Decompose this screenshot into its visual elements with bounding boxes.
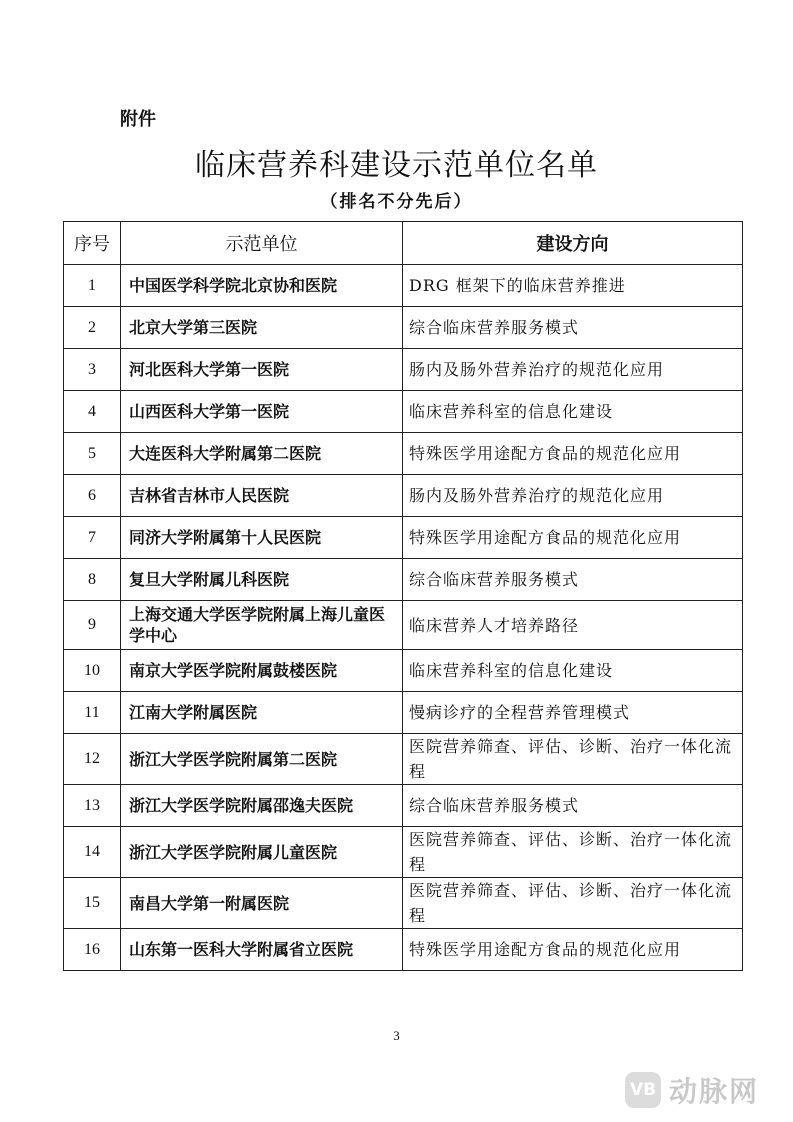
table-row (64, 601, 743, 650)
row-direction: 临床营养科室的信息化建设 (403, 391, 743, 433)
table-row (64, 475, 743, 517)
row-unit: 浙江大学医学院附属儿童医院 (121, 827, 403, 878)
row-index: 6 (64, 475, 121, 517)
row-index: 15 (64, 878, 121, 929)
table-row (64, 734, 743, 785)
row-direction: 特殊医学用途配方食品的规范化应用 (403, 929, 743, 971)
table-row (64, 827, 743, 878)
row-unit: 浙江大学医学院附属第二医院 (121, 734, 403, 785)
row-direction: 临床营养人才培养路径 (403, 601, 743, 650)
row-index: 2 (64, 307, 121, 349)
table-row (64, 692, 743, 734)
row-index: 1 (64, 265, 121, 307)
table-row (64, 391, 743, 433)
row-direction: 慢病诊疗的全程营养管理模式 (403, 692, 743, 734)
row-unit: 浙江大学医学院附属邵逸夫医院 (121, 785, 403, 827)
row-unit: 北京大学第三医院 (121, 307, 403, 349)
demo-units-table (63, 221, 743, 971)
table-row (64, 785, 743, 827)
row-index: 16 (64, 929, 121, 971)
row-index: 10 (64, 650, 121, 692)
document-title: 临床营养科建设示范单位名单 (195, 148, 598, 183)
table-row (64, 265, 743, 307)
header-unit: 示范单位 (121, 222, 403, 265)
row-direction: 综合临床营养服务模式 (403, 307, 743, 349)
row-direction: 临床营养科室的信息化建设 (403, 650, 743, 692)
table-row (64, 878, 743, 929)
table-row (64, 929, 743, 971)
attachment-label: 附件 (120, 109, 156, 130)
row-direction: 医院营养筛查、评估、诊断、治疗一体化流程 (403, 878, 743, 929)
watermark-brand: 动脉网 (669, 1075, 760, 1108)
row-index: 4 (64, 391, 121, 433)
row-direction: 综合临床营养服务模式 (403, 785, 743, 827)
row-index: 13 (64, 785, 121, 827)
row-index: 9 (64, 601, 121, 650)
row-index: 11 (64, 692, 121, 734)
header-index: 序号 (64, 222, 121, 265)
document-subtitle: （排名不分先后） (320, 192, 473, 212)
table-row (64, 433, 743, 475)
row-direction: 肠内及肠外营养治疗的规范化应用 (403, 475, 743, 517)
row-unit: 山东第一医科大学附属省立医院 (121, 929, 403, 971)
row-index: 7 (64, 517, 121, 559)
vb-logo-icon: VB (625, 1072, 661, 1108)
row-unit: 上海交通大学医学院附属上海儿童医学中心 (121, 601, 403, 650)
row-unit: 中国医学科学院北京协和医院 (121, 265, 403, 307)
row-unit: 南京大学医学院附属鼓楼医院 (121, 650, 403, 692)
page-number: 3 (393, 1028, 400, 1043)
table-row (64, 559, 743, 601)
row-unit: 江南大学附属医院 (121, 692, 403, 734)
row-direction: 综合临床营养服务模式 (403, 559, 743, 601)
row-direction: 特殊医学用途配方食品的规范化应用 (403, 433, 743, 475)
row-direction: 肠内及肠外营养治疗的规范化应用 (403, 349, 743, 391)
row-unit: 复旦大学附属儿科医院 (121, 559, 403, 601)
row-unit: 山西医科大学第一医院 (121, 391, 403, 433)
row-direction: 医院营养筛查、评估、诊断、治疗一体化流程 (403, 734, 743, 785)
row-direction: 特殊医学用途配方食品的规范化应用 (403, 517, 743, 559)
table-row (64, 307, 743, 349)
watermark (625, 1070, 759, 1110)
table-row (64, 517, 743, 559)
row-index: 14 (64, 827, 121, 878)
row-index: 12 (64, 734, 121, 785)
row-unit: 河北医科大学第一医院 (121, 349, 403, 391)
row-index: 5 (64, 433, 121, 475)
table-row (64, 349, 743, 391)
row-unit: 吉林省吉林市人民医院 (121, 475, 403, 517)
table-header-row (64, 222, 743, 265)
row-direction: DRG 框架下的临床营养推进 (403, 265, 743, 307)
row-unit: 同济大学附属第十人民医院 (121, 517, 403, 559)
table-row (64, 650, 743, 692)
row-direction: 医院营养筛查、评估、诊断、治疗一体化流程 (403, 827, 743, 878)
header-direction: 建设方向 (403, 222, 743, 265)
row-index: 3 (64, 349, 121, 391)
row-index: 8 (64, 559, 121, 601)
row-unit: 南昌大学第一附属医院 (121, 878, 403, 929)
row-unit: 大连医科大学附属第二医院 (121, 433, 403, 475)
